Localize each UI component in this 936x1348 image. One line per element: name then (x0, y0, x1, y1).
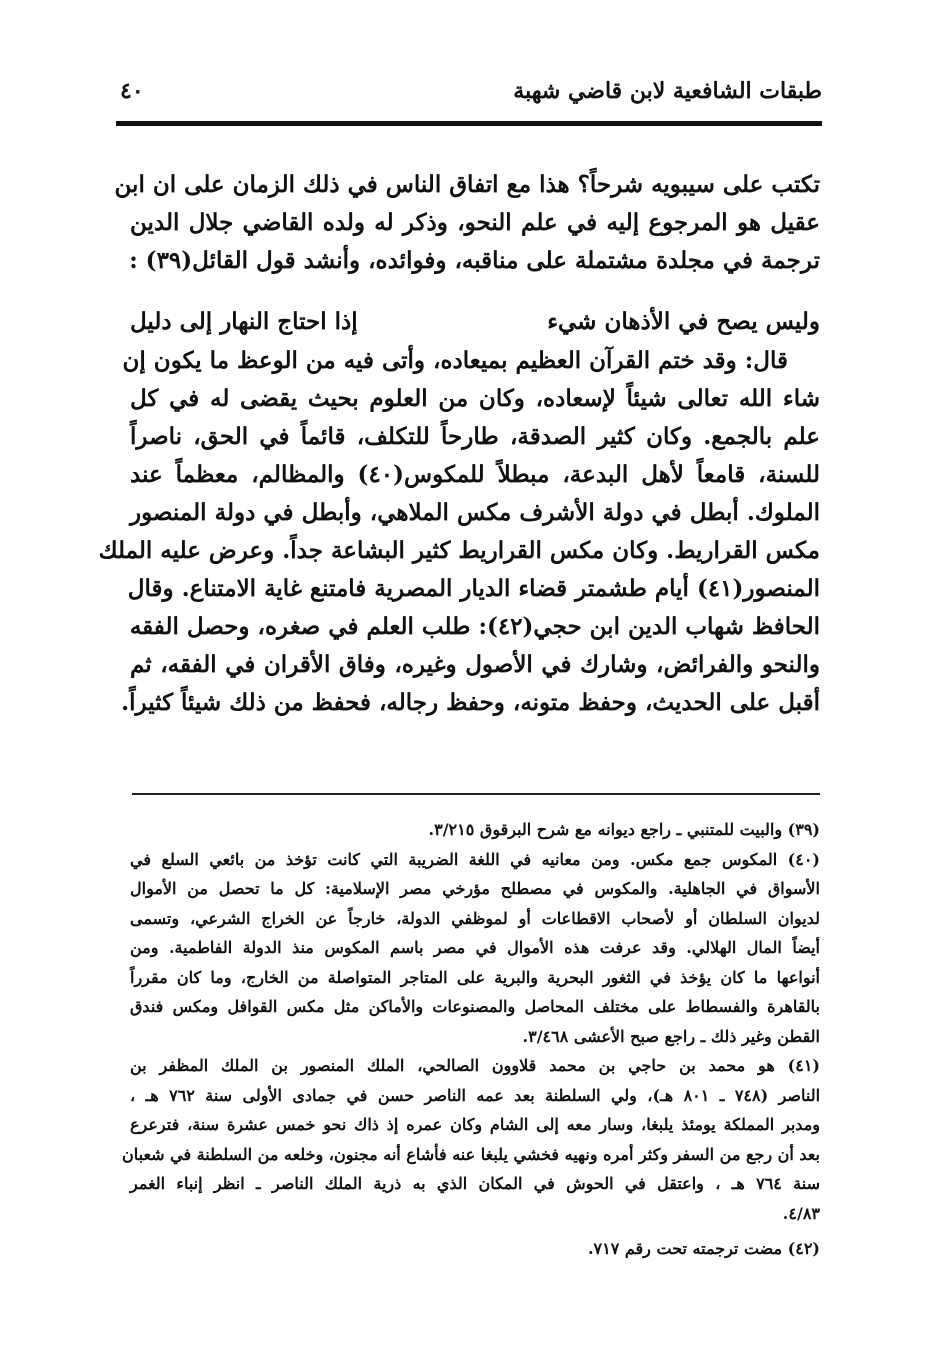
verse-first-hemistich: وليس يصح في الأذهان شيء (547, 308, 820, 335)
text-line: تكتب على سيبويه شرحاً؟ هذا مع اتفاق الناس في ذلك الزمان على ان ابن (114, 171, 820, 198)
footnote-line: لديوان السلطان أو لأصحاب الاقطاعات أو لموظفي الدولة، خارجاً عن الخراج الشرعي، وتسمى (130, 908, 820, 928)
page-number: ٤٠ (120, 78, 144, 104)
footnote-41 (121, 1051, 821, 1228)
footnote-line: سنة ٧٦٤ هـ ، واعتقل في الحوش في المكان الذي به ذرية الملك الناصر ـ انظر إنباء الغمر (130, 1174, 820, 1193)
footnotes (121, 815, 821, 1264)
footnote-line: القطن وغير ذلك ـ راجع صبح الأعشى ٣/٤٦٨. (522, 1026, 820, 1046)
footnote-39: (٣٩) والبيت للمتنبي ـ راجع ديوانه مع شرح البرقوق ٣/٢١٥. (428, 820, 820, 839)
footnote-40 (130, 845, 820, 1052)
footnote-42: (٤٢) مضت ترجمته تحت رقم ٧١٧. (587, 1239, 820, 1258)
book-title: طبقات الشافعية لابن قاضي شهبة (513, 78, 822, 104)
text-line: والنحو والفرائض، وشارك في الأصول وغيره، وفاق الأقران في الفقه، ثم (130, 651, 820, 678)
text-line: للسنة، قامعاً لأهل البدعة، مبطلاً للمكوس(٤٠) والمظالم، معظماً عند (130, 461, 820, 488)
footnote-line: بالقاهرة والفسطاط على مختلف المحاصل والمصنوعات والأماكن مثل مكس القوافل ومكس فندق (130, 997, 820, 1016)
text-line: أقبل على الحديث، وحفظ متونه، وحفظ رجاله، فحفظ من ذلك شيئاً كثيراً. (121, 689, 820, 716)
footnote-line: أنواعها ما كان يؤخذ في الثغور البحرية والبرية على المتاجر المتواصلة من الخارج، وما كان مقرراً (130, 967, 820, 987)
text-line: الملوك. أبطل في دولة الأشرف مكس الملاهي، وأبطل في دولة المنصور (130, 499, 820, 526)
text-line: المنصور(٤١) أيام طشمتر قضاء الديار المصرية فامتنع غاية الامتناع. وقال (127, 575, 820, 602)
text-line: قال: وقد ختم القرآن العظيم بميعاده، وأتى فيه من الوعظ ما يكون إن (122, 347, 788, 374)
running-header (118, 78, 822, 114)
text-line: ترجمة في مجلدة مشتملة على مناقبه، وفوائده، وأنشد قول القائل(٣٩) : (129, 247, 820, 274)
text-line: عقيل هو المرجوع إليه في علم النحو، وذكر له ولده القاضي جلال الدين (130, 209, 820, 236)
header-rule (116, 121, 822, 126)
verse-second-hemistich: إذا احتاج النهار إلى دليل (130, 308, 358, 335)
text-line: الحافظ شهاب الدين ابن حجي(٤٢): طلب العلم في صغره، وحصل الفقه (129, 613, 820, 640)
footnote-line: الناصر (٧٤٨ ـ ٨٠١ هـ)، ولي السلطنة بعد عمه الناصر حسن في جمادى الأولى سنة ٧٦٢ هـ ، (130, 1085, 821, 1105)
footnote-line: ومدبر المملكة يومئذ يلبغا، وسار معه إلى الشام وكان عمره إذ ذاك نحو خمس عشرة سنة، فترعرع (130, 1115, 820, 1134)
footnote-line: (٤١) هو محمد بن حاجي بن محمد قلاوون الصالحي، الملك المنصور بن الملك المظفر بن (130, 1056, 820, 1075)
footnote-line: أيضاً المال الهلالي. وقد عرفت هذه الأموال في مصر باسم المكوس منذ الدولة الفاطمية. ومن (130, 938, 820, 957)
footnote-line: الأسواق في الجاهلية. والمكوس في مصطلح مؤرخي مصر الإسلامية: كل ما تحصل من الأموال (130, 879, 820, 898)
poem-verse (130, 302, 820, 342)
footnote-rule (132, 793, 820, 795)
text-line: شاء الله تعالى شيئاً لإسعاده، وكان من العلوم بحيث يقضى له في كل (130, 385, 820, 412)
main-text (98, 166, 820, 722)
footnote-line: ٤/٨٣. (782, 1203, 820, 1223)
text-line: مكس القراريط. وكان مكس القراريط كثير البشاعة جداً. وعرض عليه الملك (98, 537, 820, 564)
footnote-line: بعد أن رجع من السفر وكثر أمره ونهيه فخشي يلبغا عنه فأشاع أنه مجنون، وخلعه من السلطنة في شعبان (121, 1144, 820, 1164)
text-line: علم بالجمع. وكان كثير الصدقة، طارحاً للتكلف، قائماً في الحق، ناصراً (130, 423, 820, 450)
footnote-line: (٤٠) المكوس جمع مكس. ومن معانيه في اللغة الضريبة التي كانت تؤخذ من بائعي السلع في (130, 849, 820, 869)
